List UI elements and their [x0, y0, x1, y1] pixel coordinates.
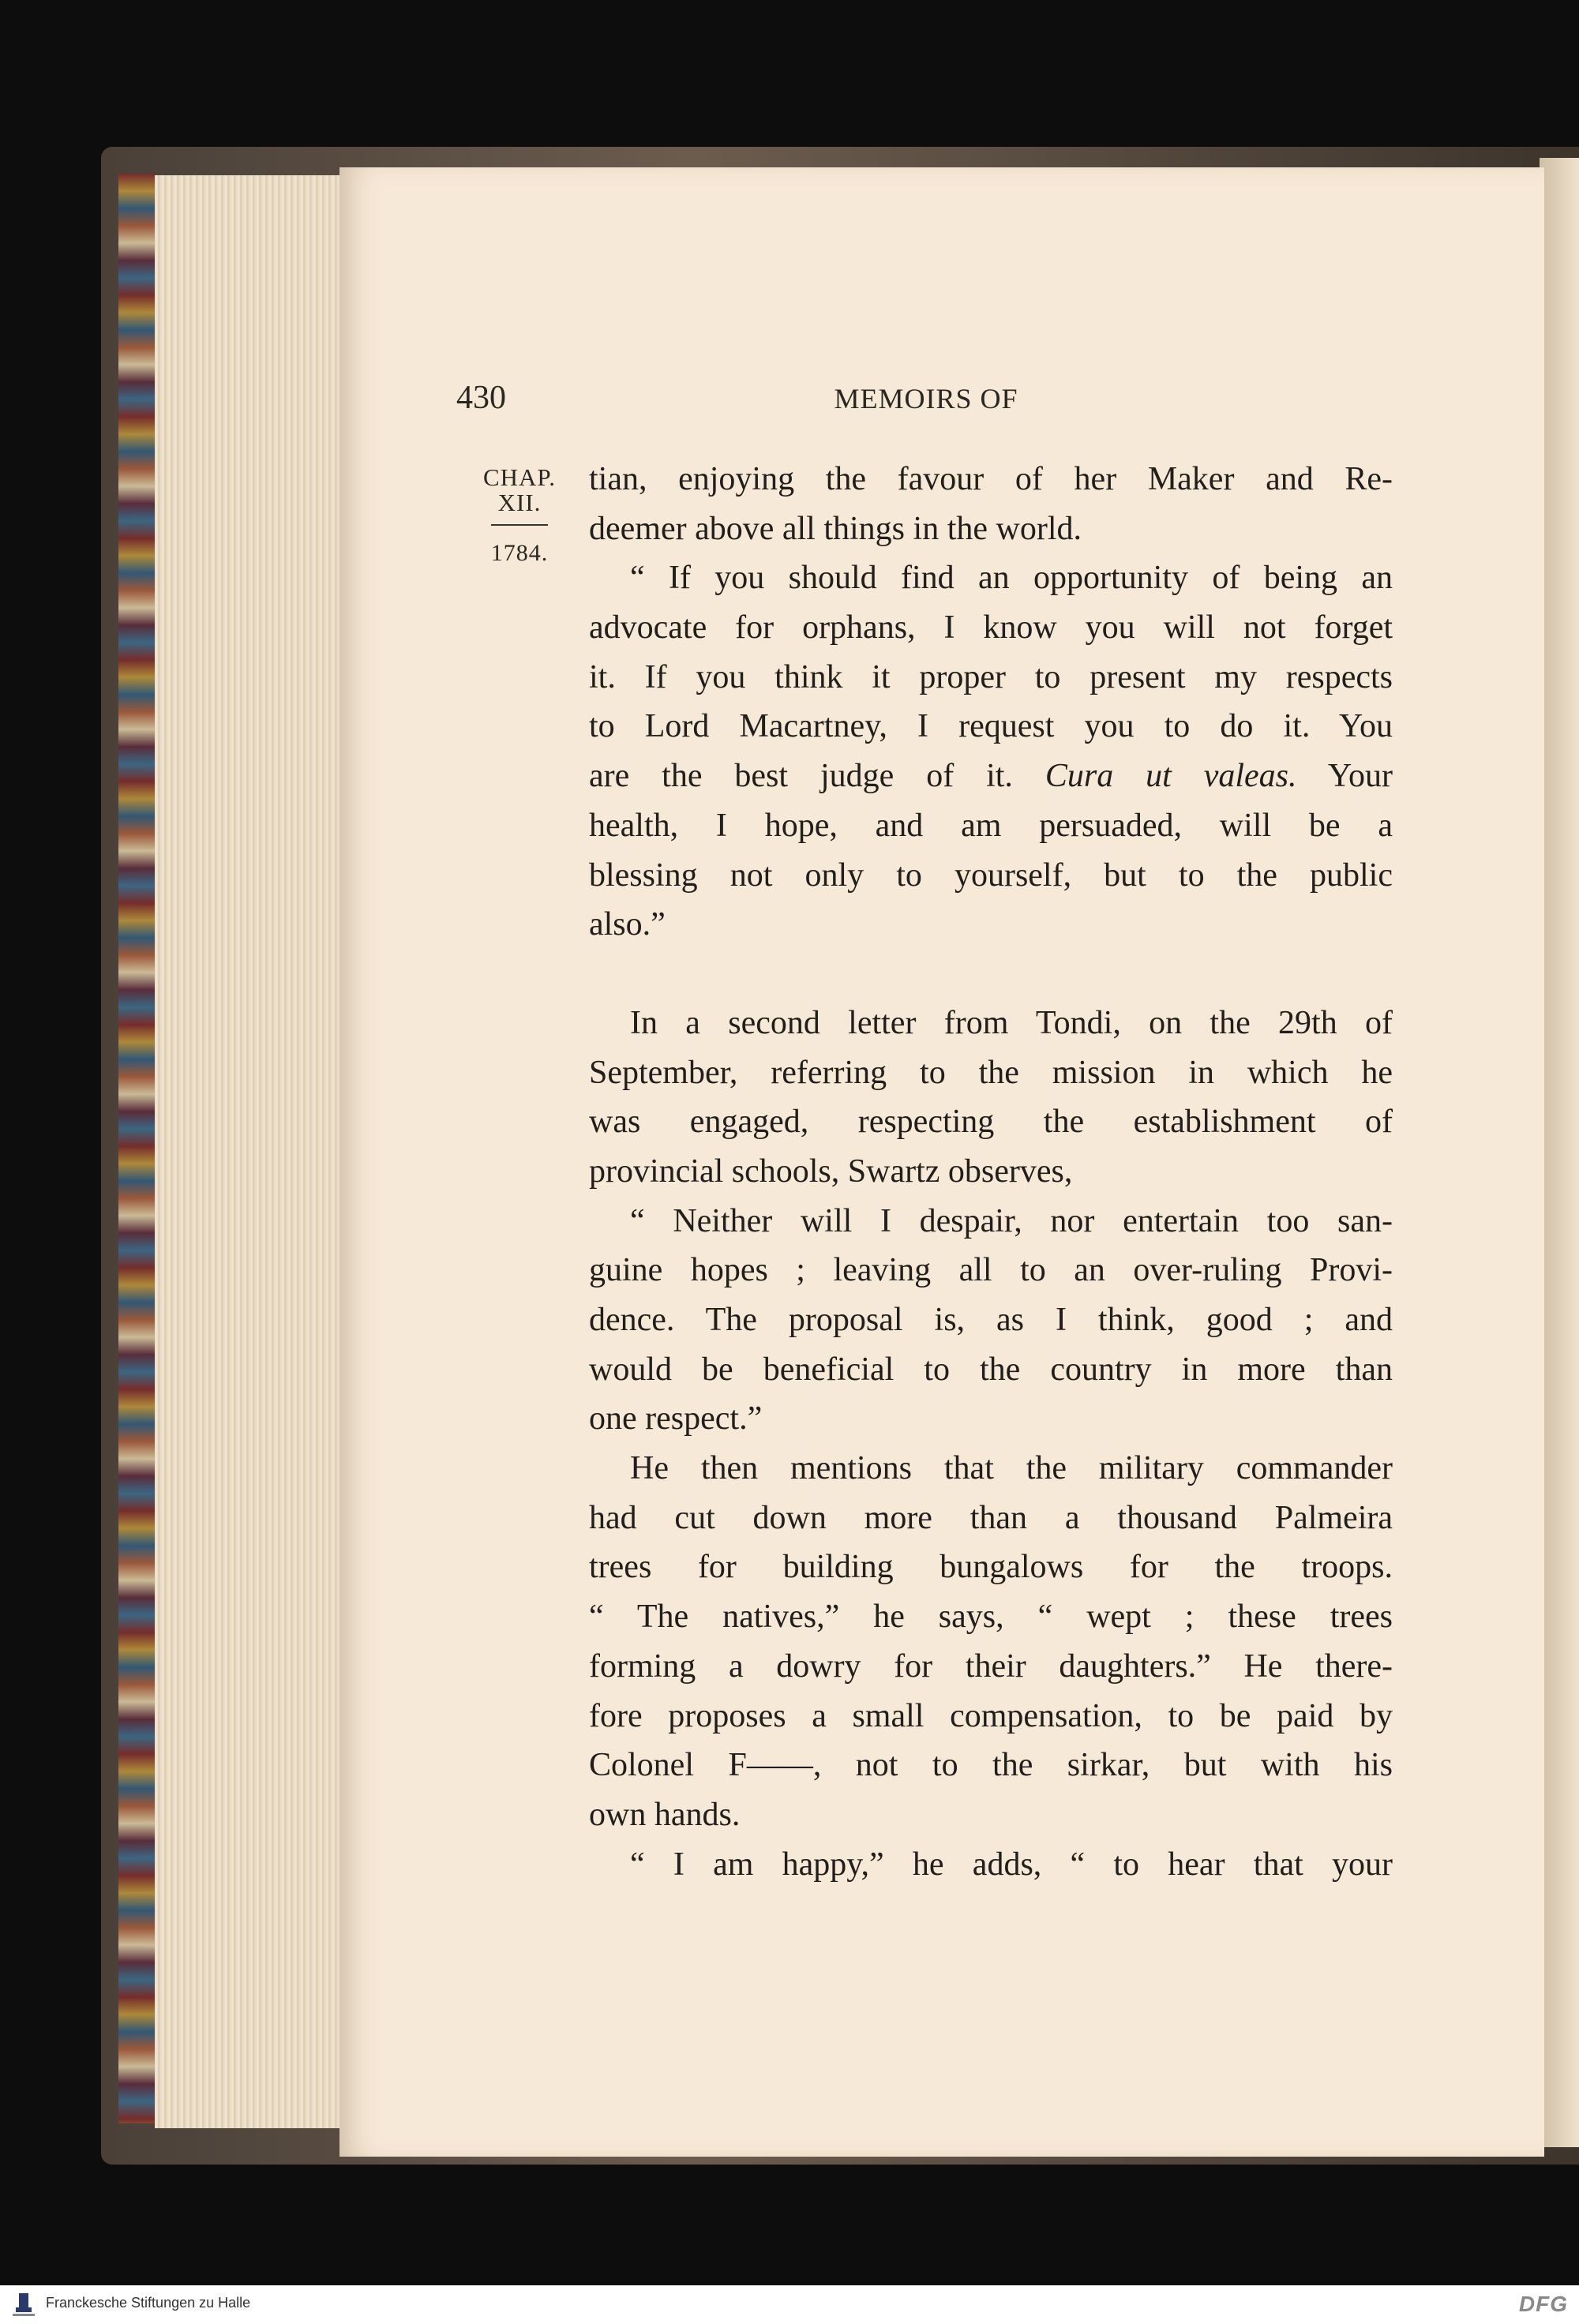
- margin-year: 1784.: [490, 540, 549, 566]
- margin-rule: [491, 524, 548, 526]
- text-line: “ If you should find an opportunity of being an: [630, 560, 1393, 597]
- text-line: forming a dowry for their daughters.” He there-: [589, 1647, 1393, 1685]
- text-line: would be beneficial to the country in more than: [589, 1351, 1393, 1388]
- footer-bar: [0, 2285, 1579, 2324]
- text-line: He then mentions that the military commander: [630, 1450, 1393, 1487]
- text-line: trees for building bungalows for the troops.: [589, 1549, 1393, 1586]
- text-line-mixed: [589, 752, 1393, 801]
- text-line: deemer above all things in the world.: [589, 510, 1082, 547]
- text-line: it. If you think it proper to present my respects: [589, 658, 1393, 695]
- text-line: dence. The proposal is, as I think, good ; and: [589, 1302, 1393, 1338]
- text-line: one respect.”: [589, 1400, 763, 1438]
- page-number: 430: [456, 380, 506, 416]
- paragraph-gap: [589, 950, 1393, 999]
- text-line: blessing not only to yourself, but to the public: [589, 857, 1393, 894]
- text-line: guine hopes ; leaving all to an over-ruling Provi-: [589, 1252, 1393, 1289]
- text-fragment: are the best judge of it.: [589, 758, 1013, 795]
- page-heading: MEMOIRS OF: [834, 383, 1018, 414]
- text-line: “ I am happy,” he adds, “ to hear that your: [630, 1846, 1393, 1883]
- text-line: Colonel F——, not to the sirkar, but with his: [589, 1747, 1393, 1784]
- text-fragment: Your: [1327, 758, 1393, 795]
- margin-chapter-number: XII.: [497, 489, 542, 516]
- institution-logo-icon: [8, 2290, 39, 2320]
- text-line: fore proposes a small compensation, to be paid by: [589, 1697, 1393, 1734]
- institution-name: Franckesche Stiftungen zu Halle: [46, 2295, 251, 2311]
- text-line: also.”: [589, 906, 666, 943]
- margin-note: [472, 464, 567, 567]
- text-line: In a second letter from Tondi, on the 29th of: [630, 1004, 1393, 1041]
- text-line: September, referring to the mission in which he: [589, 1054, 1393, 1091]
- running-head: [456, 379, 1396, 423]
- text-line: health, I hope, and am persuaded, will be a: [589, 807, 1393, 844]
- facing-page-edge: [1540, 158, 1579, 2147]
- text-line: own hands.: [589, 1796, 741, 1833]
- text-line: to Lord Macartney, I request you to do it. You: [589, 708, 1393, 745]
- text-line: had cut down more than a thousand Palmeira: [589, 1499, 1393, 1536]
- margin-chapter-label: CHAP.: [482, 463, 556, 491]
- text-line: “ Neither will I despair, nor entertain too san-: [630, 1202, 1393, 1239]
- sponsor-logo: DFG: [1518, 2292, 1568, 2316]
- body-text: [589, 455, 1393, 1889]
- marbled-edge: [118, 174, 155, 2123]
- italic-phrase: Cura ut valeas.: [1045, 758, 1297, 795]
- text-line: advocate for orphans, I know you will not forget: [589, 609, 1393, 647]
- text-line: “ The natives,” he says, “ wept ; these trees: [589, 1599, 1393, 1636]
- text-line: was engaged, respecting the establishment of: [589, 1104, 1393, 1141]
- text-line: provincial schools, Swartz observes,: [589, 1153, 1073, 1190]
- text-line: tian, enjoying the favour of her Maker and Re-: [589, 461, 1393, 497]
